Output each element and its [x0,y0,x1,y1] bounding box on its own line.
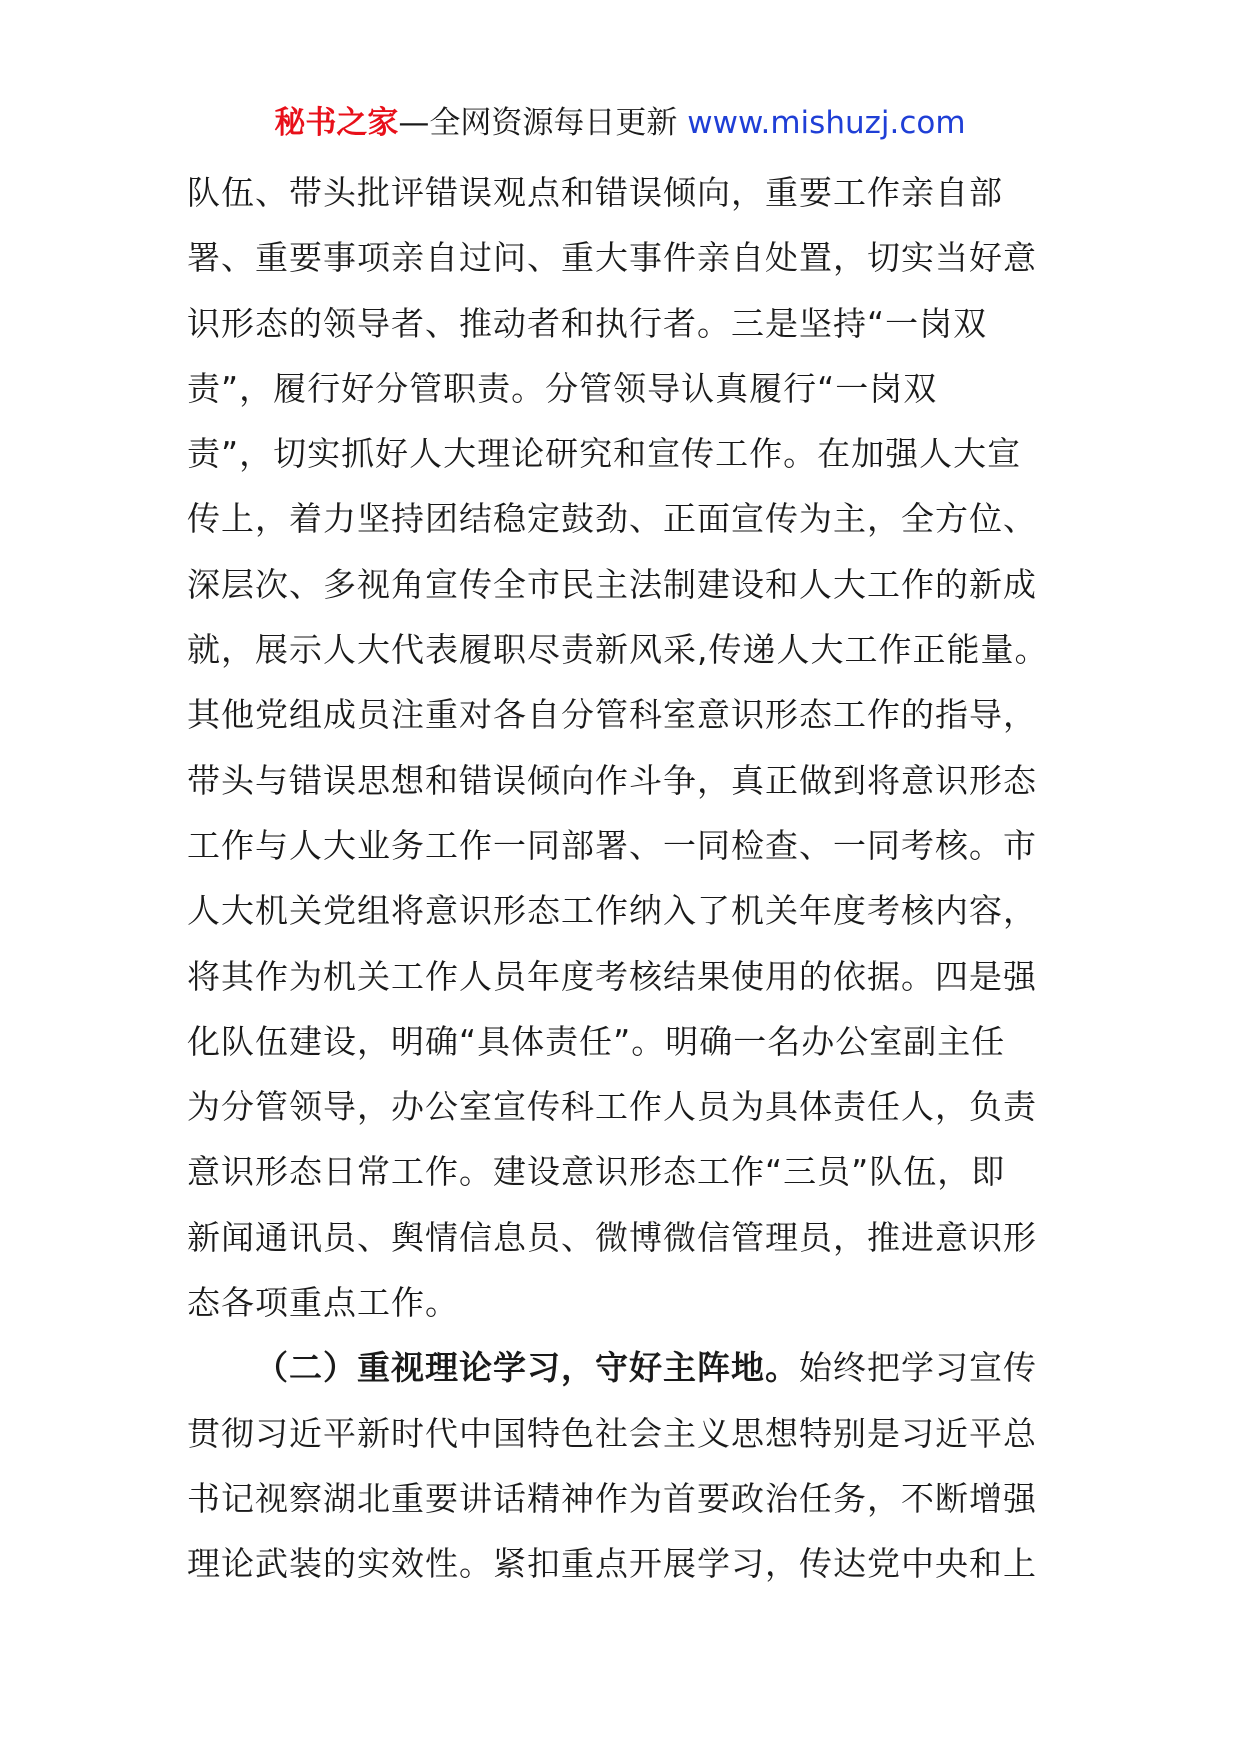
text-line: 贯彻习近平新时代中国特色社会主义思想特别是习近平总 [187,1413,1037,1453]
text-line: 带头与错误思想和错误倾向作斗争，真正做到将意识形态 [187,760,1037,800]
text-line: 理论武装的实效性。紧扣重点开展学习，传达党中央和上 [187,1544,1037,1584]
text-line: 新闻通讯员、舆情信息员、微博微信管理员，推进意识形 [187,1217,1037,1257]
text-line: 书记视察湖北重要讲话精神作为首要政治任务，不断增强 [187,1478,1037,1518]
text-line: 识形态的领导者、推动者和执行者。三是坚持“一岗双 [187,303,988,343]
text-line [187,1335,1067,1400]
text-line: 就，展示人大代表履职尽责新风采,传递人大工作正能量。 [187,630,1049,670]
text-line: 将其作为机关工作人员年度考核结果使用的依据。四是强 [187,956,1037,996]
paragraph-1 [187,160,1067,1335]
site-slogan: —全网资源每日更新 [398,105,688,141]
text-line: 意识形态日常工作。建设意识形态工作“三员”队伍，即 [187,1152,1006,1192]
paragraph-2 [187,1335,1067,1596]
site-url-link[interactable]: www.mishuzj.com [687,105,966,141]
text-line: 其他党组成员注重对各自分管科室意识形态工作的指导， [187,695,1037,735]
site-header [0,100,1240,146]
text-line: 为分管领导，办公室宣传科工作人员为具体责任人，负责 [187,1087,1037,1127]
text-line: 责”，履行好分管职责。分管领导认真履行“一岗双 [187,368,938,408]
text-line: 化队伍建设，明确“具体责任”。明确一名办公室副主任 [187,1021,1006,1061]
heading-continuation: 始终把学习宣传 [799,1348,1037,1388]
text-line: 深层次、多视角宣传全市民主法制建设和人大工作的新成 [187,564,1037,604]
text-line: 工作与人大业务工作一同部署、一同检查、一同考核。市 [187,825,1037,865]
section-heading: （二）重视理论学习，守好主阵地。 [255,1348,799,1388]
document-body [187,160,1067,1597]
site-brand: 秘书之家 [274,105,399,141]
text-line: 态各项重点工作。 [187,1283,459,1323]
text-line: 责”，切实抓好人大理论研究和宣传工作。在加强人大宣 [187,434,1022,474]
text-line: 署、重要事项亲自过问、重大事件亲自处置，切实当好意 [187,238,1037,278]
text-line: 队伍、带头批评错误观点和错误倾向，重要工作亲自部 [187,173,1003,212]
text-line: 人大机关党组将意识形态工作纳入了机关年度考核内容， [187,891,1037,931]
text-line: 传上，着力坚持团结稳定鼓劲、正面宣传为主，全方位、 [187,499,1037,539]
